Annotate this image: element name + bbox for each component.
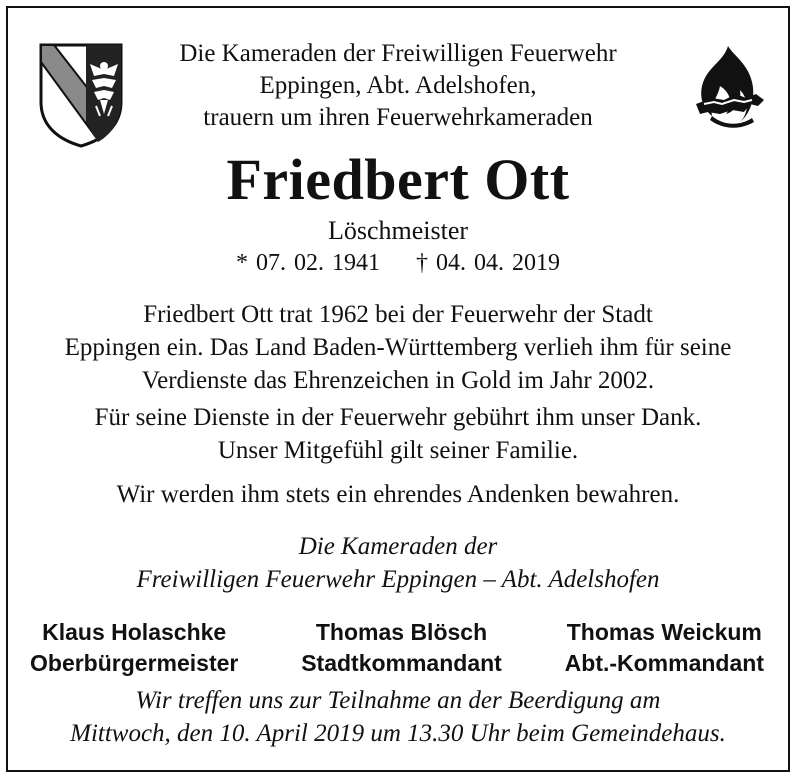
death-date: † 04. 04. 2019 [416, 250, 560, 276]
closing-signature [8, 530, 788, 596]
text-line: Unser Mitgefühl gilt seiner Familie. [217, 437, 579, 464]
signer [565, 617, 764, 679]
header-text [8, 38, 788, 134]
text-line: Verdienste das Ehrenzeichen in Gold im Jahr 2002. [141, 367, 655, 394]
signer-title: Oberbürgermeister [30, 650, 239, 676]
closing-line: Die Kameraden der [298, 533, 498, 560]
deceased-rank: Löschmeister [327, 216, 469, 245]
signers-row [8, 617, 788, 679]
funeral-line: Mittwoch, den 10. April 2019 um 13.30 Uhr beim Gemeindehaus. [70, 720, 726, 747]
birth-date: * 07. 02. 1941 [236, 250, 380, 276]
obituary-card [6, 6, 790, 772]
deceased-name: Friedbert Ott [226, 147, 570, 212]
signer [30, 617, 238, 679]
signer-name: Thomas Weickum [566, 619, 762, 645]
header-line: trauern um ihren Feuerwehrkameraden [203, 104, 593, 131]
gratitude-paragraph [8, 401, 788, 467]
funeral-line: Wir treffen uns zur Teilnahme an der Beerdigung am [135, 687, 661, 714]
signer-name: Klaus Holaschke [42, 619, 227, 645]
funeral-notice [8, 684, 788, 750]
life-dates [8, 250, 788, 277]
signer-title: Abt.-Kommandant [564, 650, 764, 676]
header-line: Die Kameraden der Freiwilligen Feuerwehr [179, 40, 617, 67]
biography-paragraph [8, 298, 788, 397]
closing-line: Freiwilligen Feuerwehr Eppingen – Abt. Adelshofen [136, 566, 660, 593]
header-line: Eppingen, Abt. Adelshofen, [259, 72, 537, 99]
signer-title: Stadtkommandant [301, 650, 502, 676]
signer [301, 617, 502, 679]
text-line: Eppingen ein. Das Land Baden-Württemberg verlieh ihm für seine [64, 334, 732, 361]
text-line: Friedbert Ott trat 1962 bei der Feuerwehr der Stadt [143, 301, 653, 328]
text-line: Für seine Dienste in der Feuerwehr gebührt ihm unser Dank. [94, 404, 702, 431]
remembrance-paragraph [8, 478, 788, 511]
signer-name: Thomas Blösch [315, 619, 488, 645]
text-line: Wir werden ihm stets ein ehrendes Andenken bewahren. [116, 481, 680, 508]
